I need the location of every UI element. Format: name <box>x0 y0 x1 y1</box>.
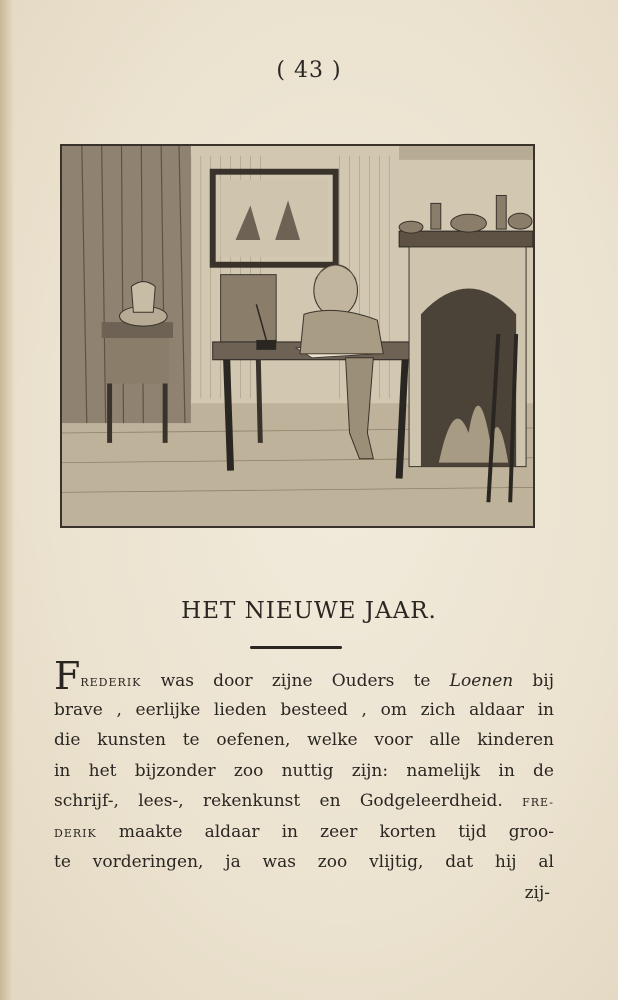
text-line: brave , eerlijke lieden besteed , om zich aldaar in <box>54 699 554 720</box>
body-text <box>54 654 554 908</box>
text-line: te vorderingen, ja was zoo vlijtig, dat hij al <box>54 852 554 872</box>
text-line: in het bijzonder zoo nuttig zijn: namelijk in de <box>54 760 554 781</box>
page-number: ( 43 ) <box>276 58 342 83</box>
text-span: was door zijne Ouders te <box>141 671 450 691</box>
catchword: zij- <box>524 882 550 903</box>
place-name: Loenen <box>449 671 514 691</box>
title-rule <box>250 646 342 649</box>
name-smallcaps: FRE- <box>522 796 554 809</box>
drop-cap: F <box>54 654 81 698</box>
text-line <box>54 654 554 698</box>
text-span: bij <box>513 671 554 691</box>
engraving-illustration <box>60 144 535 528</box>
engraving-illustration-svg <box>62 146 533 526</box>
text-line <box>54 817 554 848</box>
text-span: schrijf-, lees-, rekenkunst en Godgeleerdheid. <box>54 791 523 811</box>
text-line: die kunsten te oefenen, welke voor alle kinderen <box>54 730 554 750</box>
name-smallcaps: REDERIK <box>80 676 142 689</box>
chapter-title: HET NIEUWE JAAR. <box>181 598 437 624</box>
name-smallcaps: DERIK <box>54 826 97 840</box>
text-line <box>54 786 554 817</box>
page-gutter <box>0 0 14 1000</box>
text-span: maakte aldaar in zeer korten tijd groo- <box>96 821 554 842</box>
